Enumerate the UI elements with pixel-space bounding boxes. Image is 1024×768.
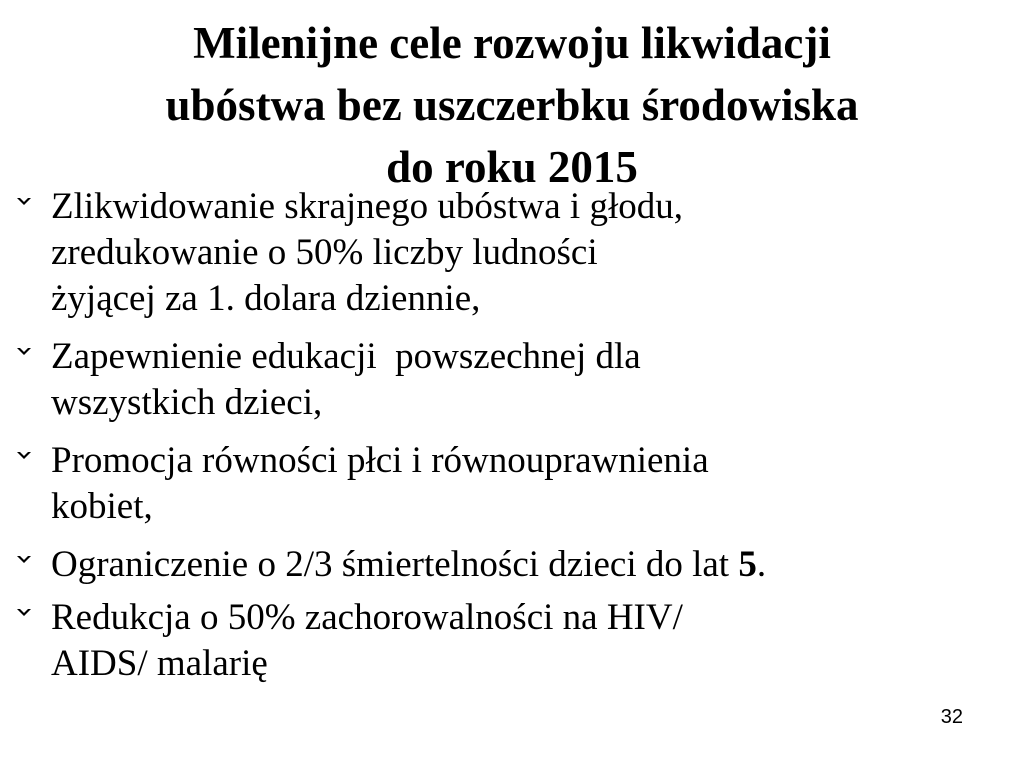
- bullet-text: Ograniczenie o 2/3 śmiertelności dzieci do lat: [51, 544, 739, 585]
- slide-title-line: Milenijne cele rozwoju likwidacji: [193, 18, 831, 68]
- arrowhead-bullet-icon: [14, 342, 32, 362]
- bullet-item: [14, 184, 994, 322]
- bullet-item: [14, 334, 994, 426]
- bullet-text-line: Promocja równości płci i równouprawnienia: [51, 440, 709, 481]
- bullet-item: [14, 438, 994, 530]
- page-number: 32: [940, 706, 963, 728]
- bullet-bold-number: 5: [738, 544, 757, 585]
- arrowhead-bullet-icon: [14, 192, 32, 212]
- bullet-list: [14, 184, 994, 699]
- bullet-text-line: Zlikwidowanie skrajnego ubóstwa i głodu,: [51, 186, 683, 227]
- slide-title-line: ubóstwa bez uszczerbku środowiska: [165, 80, 859, 130]
- slide-title-line: do roku 2015: [386, 142, 638, 192]
- bullet-text-line: Redukcja o 50% zachorowalności na HIV/: [51, 597, 683, 638]
- bullet-text-end: .: [756, 544, 767, 585]
- bullet-item: [14, 542, 994, 588]
- bullet-text-line: kobiet,: [51, 486, 153, 527]
- bullet-text-line: zredukowanie o 50% liczby ludności: [51, 232, 598, 273]
- bullet-text-line: AIDS/ malarię: [51, 643, 268, 684]
- bullet-text-line: Zapewnienie edukacji powszechnej dla: [51, 336, 641, 377]
- bullet-text-line: [51, 542, 994, 588]
- arrowhead-bullet-icon: [14, 550, 32, 570]
- bullet-item: [14, 595, 994, 687]
- arrowhead-bullet-icon: [14, 603, 32, 623]
- slide-title: [60, 12, 964, 198]
- bullet-text-line: wszystkich dzieci,: [51, 382, 323, 423]
- bullet-text-line: żyjącej za 1. dolara dziennie,: [51, 278, 481, 319]
- arrowhead-bullet-icon: [14, 446, 32, 466]
